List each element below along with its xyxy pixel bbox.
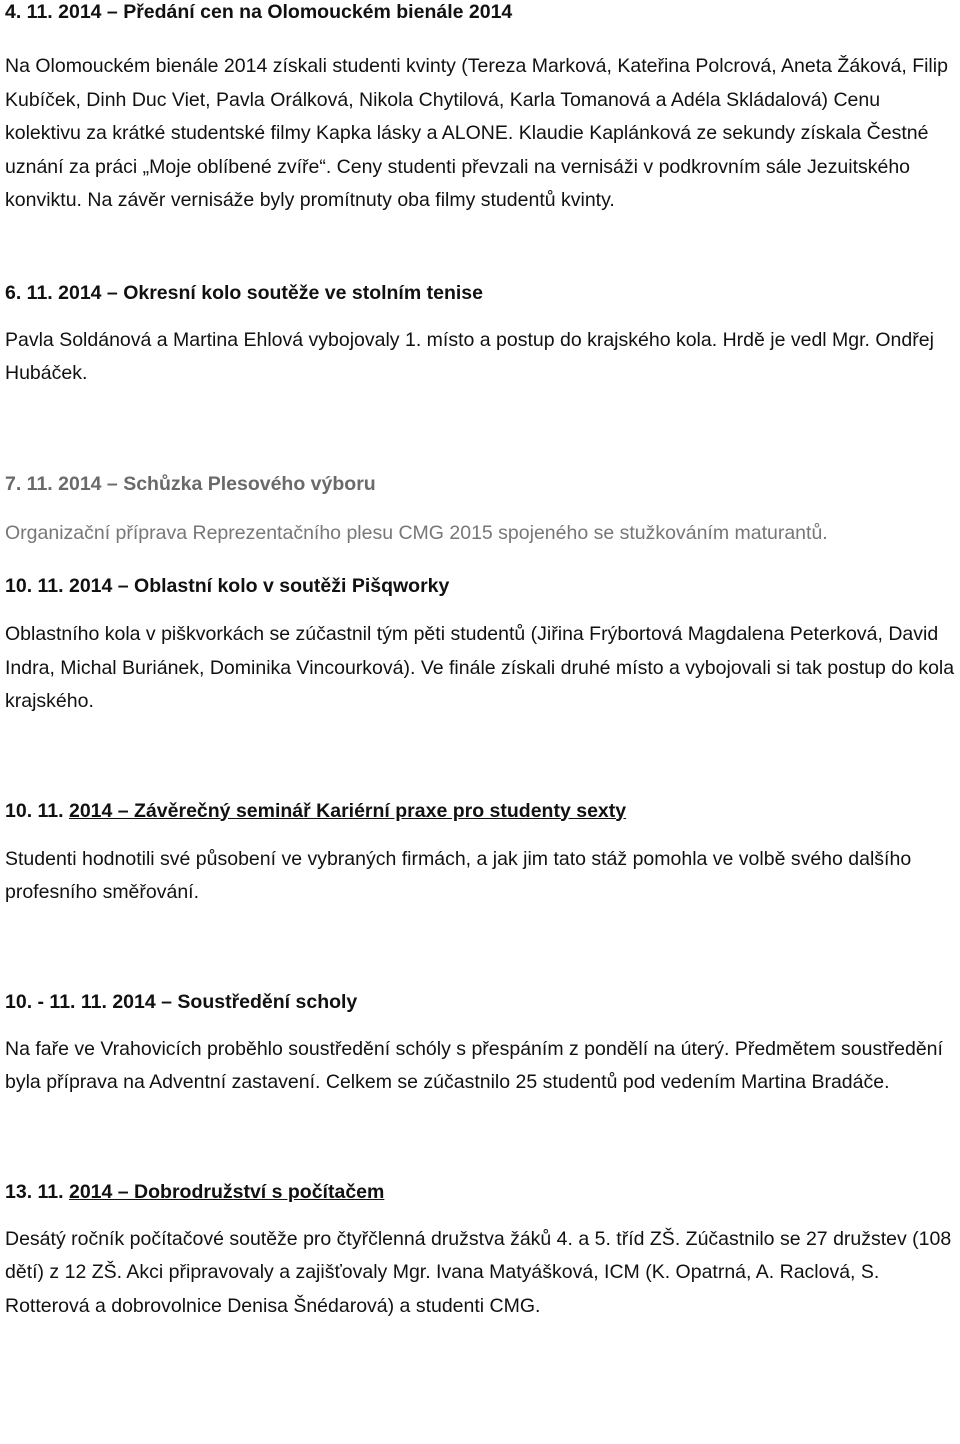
news-entry-schola [5,990,955,1100]
news-entry-bienale [5,0,955,218]
news-entry-table-tennis [5,281,955,391]
entry-body: Pavla Soldánová a Martina Ehlová vybojovaly 1. místo a postup do krajského kola. Hrdě je vedl Mgr. Ondřej Hubáček. [5,328,934,384]
entry-body: Na faře ve Vrahovicích proběhlo soustředění schóly s přespáním z pondělí na úterý. Předmětem soustředění byla příprava na Adventní zastavení. Celkem se zúčastnilo 25 studentů pod vedením Martina Bradáče. [5,1037,943,1093]
news-entry-computer-adventure [5,1180,955,1324]
entry-heading-title: 2014 – Dobrodružství s počítačem [68,1180,385,1203]
entry-body: Desátý ročník počítačové soutěže pro čtyřčlenná družstva žáků 4. a 5. tříd ZŠ. Zúčastnilo se 27 družstev (108 dětí) z 12 ZŠ. Akci připravovaly a zajišťovaly Mgr. Ivana Matyášková, ICM (K. Opatrná, A. Raclová, S. Rotterová a dobrovolnice Denisa Šnédarová) a studenti CMG. [5,1227,952,1317]
entry-body: Oblastního kola v piškvorkách se zúčastnil tým pěti studentů (Jiřina Frýbortová Magdalena Peterková, David Indra, Michal Buriánek, Dominika Vincourková). Ve finále získali druhé místo a vybojovali si tak postup do kola krajského. [5,623,955,712]
document-page [5,0,955,1323]
entry-heading: 10. - 11. 11. 2014 – Soustředění scholy [5,990,358,1013]
news-entry-ball-committee [5,472,955,551]
entry-heading: 4. 11. 2014 – Předání cen na Olomouckém bienále 2014 [5,1,513,23]
entry-heading [5,1180,955,1204]
entry-heading: 10. 11. 2014 – Oblastní kolo v soutěži Pišqworky [5,575,450,597]
entry-heading: 6. 11. 2014 – Okresní kolo soutěže ve stolním tenise [5,281,483,304]
news-entry-career-seminar [5,799,955,910]
entry-body: Studenti hodnotili své působení ve vybraných firmách, a jak jim tato stáž pomohla ve volbě svého dalšího profesního směřování. [5,847,912,903]
entry-heading [5,799,955,823]
entry-heading-date: 13. 11. [5,1180,69,1203]
entry-body: Organizační příprava Reprezentačního plesu CMG 2015 spojeného se stužkováním maturantů. [5,521,828,544]
entry-heading-title: 2014 – Závěrečný seminář Kariérní praxe pro studenty sexty [68,799,627,822]
entry-heading: 7. 11. 2014 – Schůzka Plesového výboru [5,472,376,495]
news-entry-pisqworky [5,574,955,719]
entry-heading-date: 10. 11. [5,799,69,822]
entry-body: Na Olomouckém bienále 2014 získali studenti kvinty (Tereza Marková, Kateřina Polcrová, Aneta Žáková, Filip Kubíček, Dinh Duc Viet, Pavla Orálková, Nikola Chytilová, Karla Tomanová a Adéla Skládalová) Cenu kolektivu za krátké studentské filmy Kapka lásky a ALONE. Klaudie Kaplánková ze sekundy získala Čestné uznání za práci „Moje oblíbené zvíře“. Ceny studenti převzali na vernisáži v podkrovním sále Jezuitského konviktu. Na závěr vernisáže byly promítnuty oba filmy studentů kvinty. [5,55,948,211]
